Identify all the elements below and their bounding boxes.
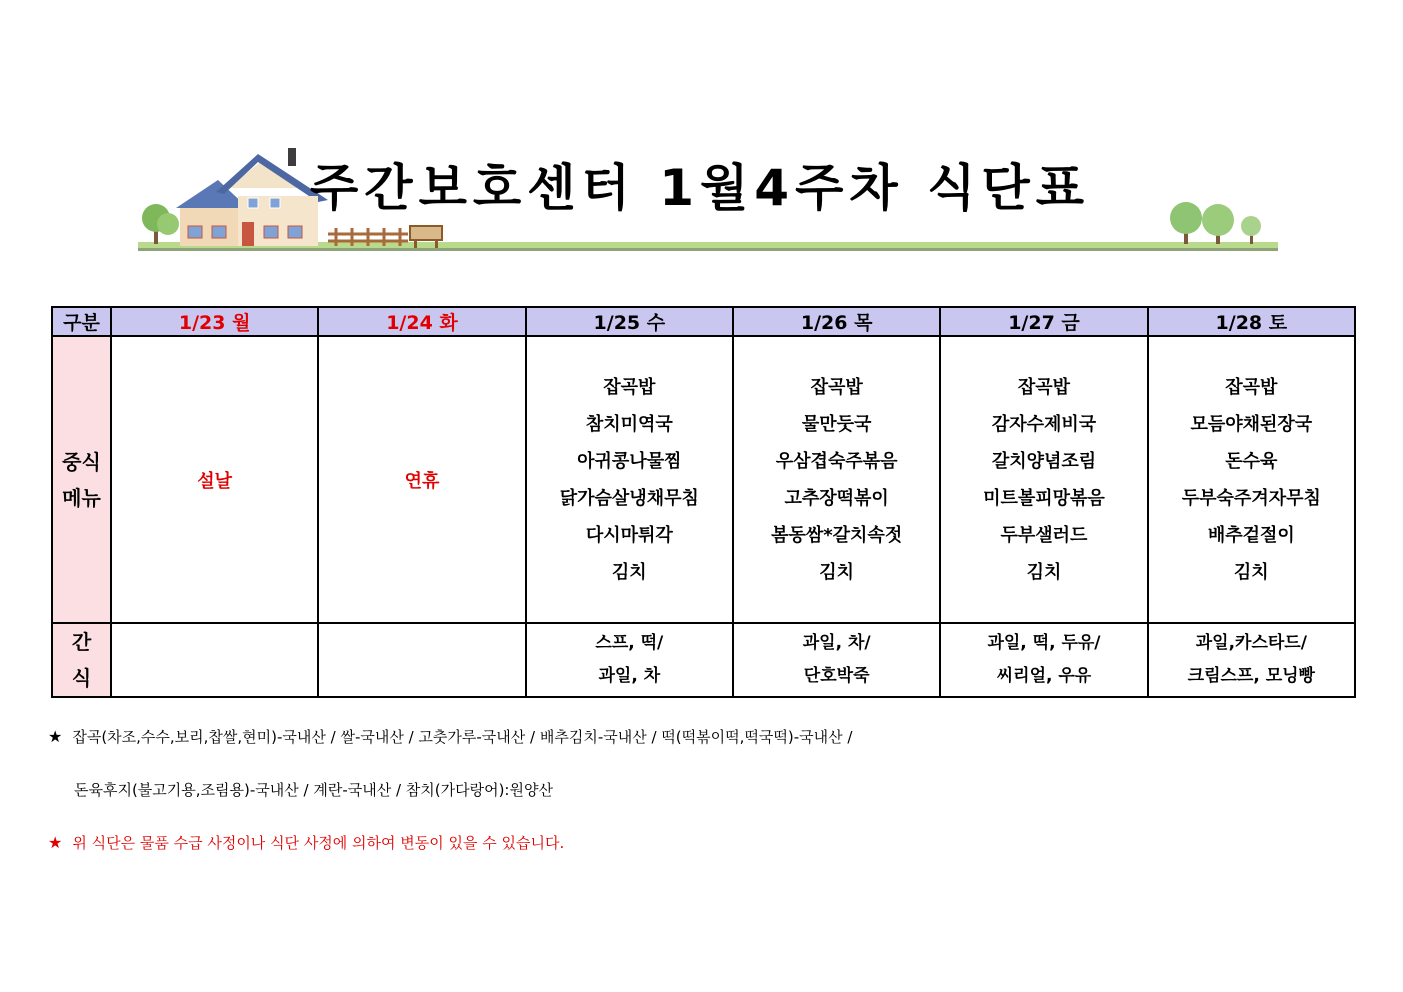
snack-cell-wed	[526, 623, 733, 697]
dish-item: 참치미역국	[585, 413, 673, 435]
dish-item: 잡곡밥	[1017, 376, 1071, 398]
dish-item: 봄동쌈*갈치속젓	[771, 524, 903, 546]
origin-note-line-2: 돈육후지(불고기용,조림용)-국내산 / 계란-국내산 / 참치(가다랑어):원양산	[74, 781, 553, 799]
snack-item: 크림스프, 모닝빵	[1187, 666, 1315, 686]
day-header-tue: 1/24 화	[318, 307, 525, 336]
dish-item: 두부샐러드	[1000, 524, 1088, 546]
origin-text: 잡곡(차조,수수,보리,찹쌀,현미)-국내산 / 쌀-국내산 / 고춧가루-국내산 / 배추김치-국내산 / 떡(떡볶이떡,떡국떡)-국내산 /	[72, 728, 853, 746]
snack-cell-mon	[111, 623, 318, 697]
dish-item: 잡곡밥	[1225, 376, 1278, 398]
dish-item: 돈수육	[1225, 450, 1278, 472]
snack-row-label: 간 식	[52, 623, 111, 697]
dish-item: 김치	[1233, 561, 1269, 583]
snack-item: 과일,카스타드/	[1195, 633, 1307, 653]
weekly-menu-table	[51, 306, 1356, 698]
snack-item: 과일, 차/	[802, 633, 871, 653]
dish-item: 잡곡밥	[810, 376, 863, 398]
lunch-row	[52, 336, 1355, 623]
page-title: 주간보호센터 1월4주차 식단표	[310, 159, 1090, 217]
dish-item: 배추겉절이	[1207, 524, 1295, 546]
day-header-thu: 1/26 목	[733, 307, 940, 336]
dish-item: 미트볼피망볶음	[983, 487, 1105, 509]
snack-item: 스프, 떡/	[595, 633, 664, 653]
day-header-row	[52, 307, 1355, 336]
ground-line	[138, 248, 1278, 251]
disclaimer-note	[48, 832, 564, 853]
snack-item: 씨리얼, 우유	[996, 666, 1092, 686]
day-header-wed: 1/25 수	[526, 307, 733, 336]
origin-note-line-1	[48, 726, 852, 747]
snack-cell-thu	[733, 623, 940, 697]
tree-icon	[142, 204, 179, 244]
lunch-cell-wed	[526, 336, 733, 623]
dish-item: 고추장떡볶이	[784, 487, 889, 509]
dish-item: 김치	[611, 561, 647, 583]
day-header-fri: 1/27 금	[940, 307, 1147, 336]
dish-item: 두부숙주겨자무침	[1181, 487, 1321, 509]
snack-item: 과일, 차	[598, 666, 661, 686]
dish-item: 우삼겹숙주볶음	[775, 450, 898, 472]
star-icon: ★	[48, 727, 63, 746]
dish-item: 갈치양념조림	[991, 450, 1097, 472]
category-header: 구분	[52, 307, 111, 336]
snack-cell-fri	[940, 623, 1147, 697]
lunch-cell-tue: 연휴	[318, 336, 525, 623]
lunch-cell-sat	[1148, 336, 1355, 623]
lunch-cell-fri	[940, 336, 1147, 623]
snack-item: 과일, 떡, 두유/	[987, 633, 1101, 653]
dish-item: 물만둣국	[801, 413, 872, 435]
lunch-cell-thu	[733, 336, 940, 623]
day-header-mon: 1/23 월	[111, 307, 318, 336]
dish-item: 김치	[819, 561, 855, 583]
snack-row	[52, 623, 1355, 697]
disclaimer-text: 위 식단은 물품 수급 사정이나 식단 사정에 의하여 변동이 있을 수 있습니다.	[72, 834, 565, 852]
day-header-sat: 1/28 토	[1148, 307, 1355, 336]
dish-item: 다시마튀각	[585, 524, 673, 546]
dish-item: 모듬야채된장국	[1190, 413, 1313, 435]
snack-cell-tue	[318, 623, 525, 697]
dish-item: 아귀콩나물찜	[577, 450, 682, 472]
lunch-cell-mon: 설날	[111, 336, 318, 623]
star-icon: ★	[48, 833, 63, 852]
tree-icon	[1170, 202, 1261, 244]
snack-cell-sat	[1148, 623, 1355, 697]
dish-item: 감자수제비국	[991, 413, 1097, 435]
dish-item: 김치	[1026, 561, 1062, 583]
snack-item: 단호박죽	[803, 666, 870, 686]
lunch-row-label: 중식 메뉴	[52, 336, 111, 623]
dish-item: 닭가슴살냉채무침	[559, 487, 699, 509]
dish-item: 잡곡밥	[603, 376, 656, 398]
